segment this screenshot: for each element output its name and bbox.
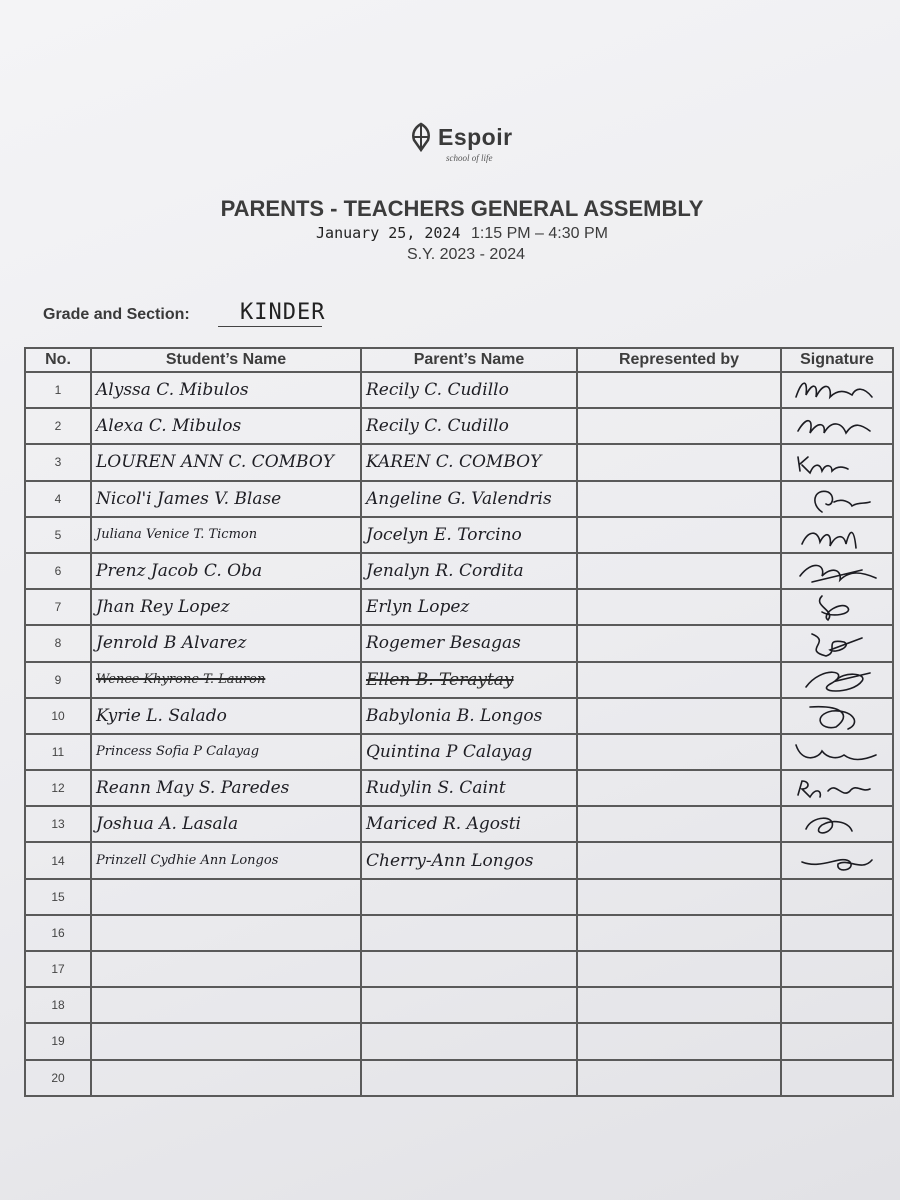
parent-name-cell (361, 842, 577, 878)
signature-cell (781, 553, 893, 589)
student-name-cell (91, 770, 361, 806)
handwritten-signature (786, 447, 888, 477)
column-header-signature: Signature (781, 348, 893, 372)
table-row (25, 444, 893, 480)
parent-name-cell (361, 408, 577, 444)
signature-cell (781, 408, 893, 444)
table-row (25, 806, 893, 842)
handwritten-signature (786, 737, 888, 767)
student-name-cell (91, 987, 361, 1023)
student-name-cell (91, 806, 361, 842)
parent-name: Erlyn Lopez (366, 597, 470, 618)
signature-cell (781, 879, 893, 915)
parent-name-cell (361, 481, 577, 517)
signature-cell (781, 625, 893, 661)
represented-by-cell (577, 879, 781, 915)
row-number: 19 (25, 1023, 91, 1059)
student-name-cell (91, 1060, 361, 1096)
parent-name: Angeline G. Valendris (366, 488, 552, 509)
table-row (25, 625, 893, 661)
student-name-cell (91, 662, 361, 698)
represented-by-cell (577, 408, 781, 444)
logo-name: Espoir (438, 124, 513, 150)
table-row (25, 879, 893, 915)
represented-by-cell (577, 517, 781, 553)
signature-cell (781, 806, 893, 842)
parent-name: Recily C. Cudillo (366, 380, 509, 401)
parent-name-cell (361, 553, 577, 589)
signature-cell (781, 915, 893, 951)
student-name-cell (91, 951, 361, 987)
parent-name: Quintina P Calayag (366, 741, 533, 762)
table-row (25, 662, 893, 698)
row-number: 4 (25, 481, 91, 517)
row-number: 9 (25, 662, 91, 698)
signature-cell (781, 444, 893, 480)
book-leaf-icon (408, 122, 434, 154)
table-row (25, 553, 893, 589)
student-name-cell (91, 408, 361, 444)
signature-cell (781, 842, 893, 878)
table-row (25, 842, 893, 878)
parent-name: Rogemer Besagas (366, 633, 521, 654)
parent-name-cell (361, 372, 577, 408)
table-row (25, 481, 893, 517)
represented-by-cell (577, 1060, 781, 1096)
row-number: 5 (25, 517, 91, 553)
table-row (25, 734, 893, 770)
table-header-row (25, 348, 893, 372)
row-number: 8 (25, 625, 91, 661)
student-name: Kyrie L. Salado (96, 705, 227, 726)
parent-name-cell (361, 698, 577, 734)
signature-cell (781, 734, 893, 770)
table-row (25, 698, 893, 734)
parent-name-cell (361, 734, 577, 770)
parent-name-cell (361, 1023, 577, 1059)
student-name: Prinzell Cydhie Ann Longos (96, 853, 279, 869)
parent-name-cell (361, 1060, 577, 1096)
student-name: Prenz Jacob C. Oba (96, 561, 263, 582)
row-number: 14 (25, 842, 91, 878)
represented-by-cell (577, 806, 781, 842)
handwritten-signature (786, 556, 888, 586)
signature-cell (781, 481, 893, 517)
student-name: Reann May S. Paredes (96, 778, 290, 799)
student-name-cell (91, 553, 361, 589)
row-number: 6 (25, 553, 91, 589)
represented-by-cell (577, 842, 781, 878)
school-year: S.Y. 2023 - 2024 (406, 246, 526, 263)
student-name-cell (91, 915, 361, 951)
row-number: 12 (25, 770, 91, 806)
row-number: 13 (25, 806, 91, 842)
table-row (25, 915, 893, 951)
parent-name-cell (361, 879, 577, 915)
handwritten-signature (786, 628, 888, 658)
row-number: 7 (25, 589, 91, 625)
column-header-no: No. (25, 348, 91, 372)
student-name-cell (91, 517, 361, 553)
signature-cell (781, 770, 893, 806)
signature-cell (781, 589, 893, 625)
handwritten-signature (786, 375, 888, 405)
represented-by-cell (577, 481, 781, 517)
student-name: Wence Khyrone T. Lauron (96, 672, 266, 688)
student-name: Jenrold B Alvarez (96, 633, 247, 654)
represented-by-cell (577, 625, 781, 661)
table-row (25, 408, 893, 444)
grade-section-value: KINDER (240, 300, 326, 325)
student-name: Jhan Rey Lopez (96, 597, 230, 618)
represented-by-cell (577, 444, 781, 480)
parent-name: Mariced R. Agosti (366, 814, 521, 835)
student-name: LOUREN ANN C. COMBOY (96, 452, 334, 473)
student-name-cell (91, 1023, 361, 1059)
parent-name: KAREN C. COMBOY (366, 452, 542, 473)
signature-cell (781, 662, 893, 698)
row-number: 20 (25, 1060, 91, 1096)
handwritten-signature (786, 701, 888, 731)
represented-by-cell (577, 372, 781, 408)
represented-by-cell (577, 1023, 781, 1059)
parent-name-cell (361, 951, 577, 987)
represented-by-cell (577, 698, 781, 734)
school-logo (408, 120, 528, 170)
student-name: Princess Sofia P Calayag (96, 744, 260, 760)
parent-name-cell (361, 770, 577, 806)
row-number: 17 (25, 951, 91, 987)
parent-name-cell (361, 444, 577, 480)
row-number: 2 (25, 408, 91, 444)
handwritten-signature (786, 809, 888, 839)
parent-name: Recily C. Cudillo (366, 416, 509, 437)
student-name: Nicol'i James V. Blase (96, 488, 282, 509)
student-name-cell (91, 625, 361, 661)
logo-tagline: school of life (446, 153, 493, 163)
parent-name-cell (361, 517, 577, 553)
signature-cell (781, 1023, 893, 1059)
column-header-student: Student’s Name (91, 348, 361, 372)
student-name: Juliana Venice T. Ticmon (96, 527, 258, 543)
student-name: Alyssa C. Mibulos (96, 380, 249, 401)
handwritten-signature (786, 665, 888, 695)
row-number: 11 (25, 734, 91, 770)
event-date: January 25, 2024 (316, 224, 461, 242)
parent-name-cell (361, 806, 577, 842)
represented-by-cell (577, 915, 781, 951)
row-number: 1 (25, 372, 91, 408)
row-number: 16 (25, 915, 91, 951)
parent-name: Babylonia B. Longos (366, 705, 543, 726)
table-row (25, 951, 893, 987)
grade-section-label: Grade and Section: (43, 306, 190, 323)
attendance-table (24, 347, 894, 1097)
handwritten-signature (786, 846, 888, 876)
student-name-cell (91, 879, 361, 915)
parent-name-cell (361, 625, 577, 661)
parent-name: Rudylin S. Caint (366, 778, 506, 799)
parent-name-cell (361, 589, 577, 625)
row-number: 3 (25, 444, 91, 480)
row-number: 15 (25, 879, 91, 915)
parent-name: Cherry-Ann Longos (366, 850, 534, 871)
student-name-cell (91, 842, 361, 878)
table-row (25, 1023, 893, 1059)
student-name-cell (91, 698, 361, 734)
student-name-cell (91, 589, 361, 625)
handwritten-signature (786, 773, 888, 803)
handwritten-signature (786, 411, 888, 441)
represented-by-cell (577, 553, 781, 589)
represented-by-cell (577, 770, 781, 806)
signature-cell (781, 698, 893, 734)
represented-by-cell (577, 662, 781, 698)
grade-section-underline (218, 326, 322, 327)
table-row (25, 372, 893, 408)
table-row (25, 770, 893, 806)
handwritten-signature (786, 592, 888, 622)
parent-name-cell (361, 915, 577, 951)
parent-name: Ellen B. Teraytay (366, 669, 514, 690)
event-dateline (12, 224, 900, 243)
table-row (25, 589, 893, 625)
represented-by-cell (577, 734, 781, 770)
handwritten-signature (786, 520, 888, 550)
student-name: Joshua A. Lasala (96, 814, 239, 835)
parent-name-cell (361, 987, 577, 1023)
represented-by-cell (577, 589, 781, 625)
student-name: Alexa C. Mibulos (96, 416, 242, 437)
column-header-represented: Represented by (577, 348, 781, 372)
signature-cell (781, 951, 893, 987)
student-name-cell (91, 444, 361, 480)
handwritten-signature (786, 484, 888, 514)
table-row (25, 517, 893, 553)
parent-name: Jocelyn E. Torcino (366, 524, 522, 545)
row-number: 18 (25, 987, 91, 1023)
row-number: 10 (25, 698, 91, 734)
represented-by-cell (577, 987, 781, 1023)
represented-by-cell (577, 951, 781, 987)
signature-cell (781, 987, 893, 1023)
parent-name: Jenalyn R. Cordita (366, 561, 524, 582)
signature-cell (781, 372, 893, 408)
student-name-cell (91, 481, 361, 517)
signature-cell (781, 517, 893, 553)
column-header-parent: Parent’s Name (361, 348, 577, 372)
student-name-cell (91, 734, 361, 770)
event-time: 1:15 PM – 4:30 PM (470, 225, 608, 242)
page-title: PARENTS - TEACHERS GENERAL ASSEMBLY (220, 196, 704, 221)
student-name-cell (91, 372, 361, 408)
signature-cell (781, 1060, 893, 1096)
parent-name-cell (361, 662, 577, 698)
table-row (25, 987, 893, 1023)
table-row (25, 1060, 893, 1096)
